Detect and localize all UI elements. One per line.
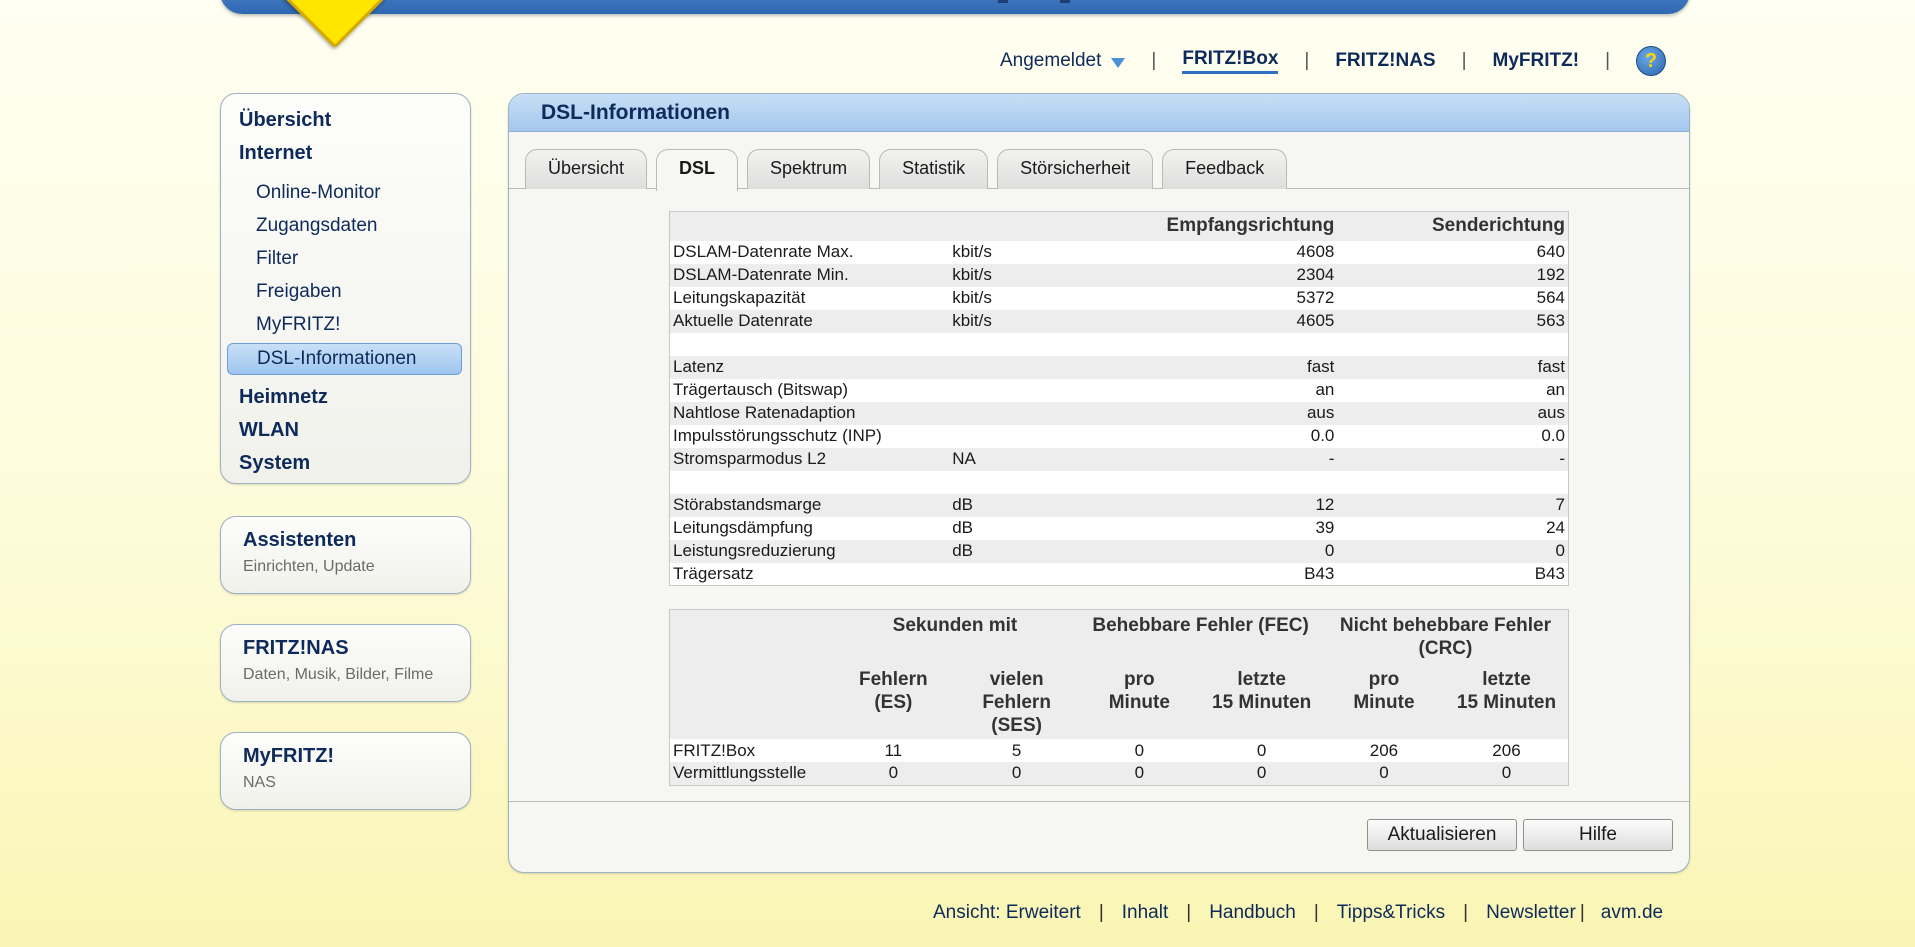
table-spacer-row xyxy=(670,471,1569,494)
header-es xyxy=(832,662,955,739)
row-down: aus xyxy=(1306,403,1335,422)
main-panel xyxy=(508,93,1690,873)
card-title: Assistenten xyxy=(243,529,357,551)
row-up: - xyxy=(1559,449,1565,468)
banner-mark xyxy=(1060,0,1070,3)
row-fec-15: 0 xyxy=(1256,763,1267,783)
row-name: Leitungsdämpfung xyxy=(673,518,813,537)
row-up: 192 xyxy=(1536,265,1565,284)
row-up: 0 xyxy=(1555,541,1565,560)
row-name: Leistungsreduzierung xyxy=(673,541,836,560)
separator: | xyxy=(1463,902,1469,923)
table-row xyxy=(670,264,1569,287)
fritznas-card[interactable] xyxy=(220,624,471,702)
sidebar-item-zugangsdaten[interactable]: Zugangsdaten xyxy=(256,215,378,236)
row-up: 563 xyxy=(1536,311,1565,330)
row-down: 12 xyxy=(1315,495,1335,514)
footer-avm-link[interactable]: avm.de xyxy=(1600,902,1664,923)
table-row xyxy=(670,739,1569,762)
header-name xyxy=(670,212,950,241)
sidebar-item-online-monitor[interactable]: Online-Monitor xyxy=(256,182,381,203)
top-navigation xyxy=(1000,46,1666,76)
separator: | xyxy=(1313,902,1319,923)
help-button[interactable]: Hilfe xyxy=(1523,819,1673,851)
help-icon[interactable]: ? xyxy=(1636,46,1666,76)
row-name: DSLAM-Datenrate Min. xyxy=(673,265,849,284)
row-down: an xyxy=(1315,380,1335,399)
row-crc-15: 206 xyxy=(1492,740,1521,760)
table-row xyxy=(670,287,1569,310)
row-crc-min: 0 xyxy=(1379,763,1389,783)
row-unit xyxy=(949,379,1106,402)
triangle-down-icon xyxy=(1111,58,1125,68)
tab-stoersicherheit[interactable]: Störsicherheit xyxy=(997,149,1153,189)
sidebar-item-uebersicht[interactable]: Übersicht xyxy=(239,109,332,131)
row-name: DSLAM-Datenrate Max. xyxy=(673,242,854,261)
row-fec-min: 0 xyxy=(1134,763,1145,783)
row-ses: 5 xyxy=(1011,740,1022,760)
header-ses-line1: vielen xyxy=(989,669,1044,690)
row-name: Störabstandsmarge xyxy=(673,495,822,514)
sidebar-item-freigaben[interactable]: Freigaben xyxy=(256,281,342,302)
tab-bar xyxy=(525,149,1287,191)
separator: | xyxy=(1186,902,1192,923)
row-crc-min: 206 xyxy=(1369,740,1399,760)
row-unit: NA xyxy=(952,449,976,468)
login-menu[interactable] xyxy=(1000,50,1125,72)
row-unit xyxy=(949,356,1106,379)
footer-handbuch-link[interactable]: Handbuch xyxy=(1209,902,1296,923)
table-row xyxy=(670,356,1569,379)
assistenten-card[interactable] xyxy=(220,516,471,594)
row-name: Aktuelle Datenrate xyxy=(673,311,813,330)
card-subtitle: NAS xyxy=(243,774,276,791)
nav-myfritz-link[interactable]: MyFRITZ! xyxy=(1492,50,1580,71)
row-unit xyxy=(949,425,1106,448)
separator: | xyxy=(1304,50,1310,71)
header-crc-15-line1: letzte xyxy=(1482,669,1531,690)
separator: | xyxy=(1098,902,1104,923)
header-fec-min-line2: Minute xyxy=(1108,692,1170,713)
card-subtitle: Daten, Musik, Bilder, Filme xyxy=(243,666,434,683)
row-down: 4605 xyxy=(1296,311,1335,330)
separator: | xyxy=(1151,50,1157,71)
header-up: Senderichtung xyxy=(1431,215,1565,237)
header-fec-min-line1: pro xyxy=(1124,669,1155,690)
row-up: 0.0 xyxy=(1541,426,1565,445)
card-title: MyFRITZ! xyxy=(243,745,335,767)
error-sub-header xyxy=(670,662,1569,739)
row-down: 0 xyxy=(1324,541,1335,560)
header-unit xyxy=(949,212,1106,241)
row-down: 4608 xyxy=(1296,242,1335,261)
row-unit: kbit/s xyxy=(952,311,992,330)
header-fec-15-line2: 15 Minuten xyxy=(1212,692,1312,713)
header-crc-15 xyxy=(1445,662,1569,739)
header-down: Empfangsrichtung xyxy=(1166,215,1335,237)
row-name: Trägertausch (Bitswap) xyxy=(673,380,849,399)
footer-view-link[interactable]: Ansicht: Erweitert xyxy=(933,902,1081,923)
table-row xyxy=(670,425,1569,448)
table-row xyxy=(670,241,1569,264)
footer-links xyxy=(933,902,1663,924)
error-group-header xyxy=(670,610,1569,663)
sidebar-item-myfritz[interactable]: MyFRITZ! xyxy=(256,314,341,335)
row-unit: dB xyxy=(952,541,973,560)
header-ses-line2: Fehlern xyxy=(982,692,1051,713)
refresh-button[interactable]: Aktualisieren xyxy=(1367,819,1517,851)
row-down: fast xyxy=(1306,357,1335,376)
sidebar-item-internet[interactable]: Internet xyxy=(239,142,313,164)
header-crc-line1: Nicht behebbare Fehler xyxy=(1339,615,1552,636)
header-fec-15-line1: letzte xyxy=(1237,669,1286,690)
row-name: Impulsstörungsschutz (INP) xyxy=(673,426,882,445)
row-down: 0.0 xyxy=(1310,426,1335,445)
header-crc xyxy=(1323,610,1569,663)
row-name: Vermittlungsstelle xyxy=(673,763,807,783)
header-es-line2: (ES) xyxy=(874,692,913,713)
header-fec-15 xyxy=(1200,662,1322,739)
row-down: 5372 xyxy=(1296,288,1335,307)
header-fec-min xyxy=(1078,662,1200,739)
row-unit: dB xyxy=(952,495,973,514)
myfritz-card[interactable] xyxy=(220,732,471,810)
row-unit: kbit/s xyxy=(952,242,992,261)
header-blank xyxy=(670,610,832,663)
header-crc-min-line2: Minute xyxy=(1353,692,1415,713)
header-crc-min xyxy=(1323,662,1445,739)
table-row xyxy=(670,494,1569,517)
row-crc-15: 0 xyxy=(1501,763,1512,783)
row-name: Latenz xyxy=(673,357,725,376)
row-name: FRITZ!Box xyxy=(673,740,756,760)
table-row xyxy=(670,540,1569,563)
sidebar-menu xyxy=(220,93,471,484)
header-crc-line2: (CRC) xyxy=(1418,638,1473,659)
tab-spektrum[interactable]: Spektrum xyxy=(747,149,870,189)
header-fec: Behebbare Fehler (FEC) xyxy=(1092,615,1309,636)
card-title: FRITZ!NAS xyxy=(243,637,349,659)
header-blank xyxy=(670,662,832,739)
tab-feedback[interactable]: Feedback xyxy=(1162,149,1287,189)
page-title: DSL-Informationen xyxy=(509,94,1689,132)
footer-newsletter-link[interactable]: Newsletter xyxy=(1486,902,1576,923)
tab-uebersicht[interactable]: Übersicht xyxy=(525,149,647,189)
separator: | xyxy=(1579,902,1585,923)
row-unit xyxy=(949,563,1106,586)
row-es: 0 xyxy=(888,763,899,783)
row-up: aus xyxy=(1537,403,1565,422)
table-spacer-row xyxy=(670,333,1569,356)
table-row xyxy=(670,448,1569,471)
sidebar-item-filter[interactable]: Filter xyxy=(256,248,299,269)
row-name: Stromsparmodus L2 xyxy=(673,449,827,468)
table-row xyxy=(670,563,1569,586)
header-crc-15-line2: 15 Minuten xyxy=(1456,692,1557,713)
header-crc-min-line1: pro xyxy=(1368,669,1400,690)
row-unit: dB xyxy=(952,518,973,537)
table-row xyxy=(670,402,1569,425)
table-row xyxy=(670,379,1569,402)
sidebar-item-wlan[interactable]: WLAN xyxy=(239,419,299,441)
table-row xyxy=(670,310,1569,333)
header-es-line1: Fehlern xyxy=(859,669,928,690)
row-fec-15: 0 xyxy=(1256,740,1267,760)
table-row xyxy=(670,517,1569,540)
table-row xyxy=(670,762,1569,785)
row-fec-min: 0 xyxy=(1134,740,1145,760)
dsl-info-table xyxy=(669,211,1569,586)
row-name: Nahtlose Ratenadaption xyxy=(673,403,856,422)
row-name: Trägersatz xyxy=(673,563,754,583)
header-ses xyxy=(955,662,1078,739)
sidebar-item-dsl-informationen[interactable]: DSL-Informationen xyxy=(227,343,462,375)
sidebar-item-system[interactable]: System xyxy=(239,452,311,474)
row-down: 2304 xyxy=(1296,265,1335,284)
separator: | xyxy=(1461,50,1467,71)
row-down: B43 xyxy=(1304,563,1335,583)
row-up: 564 xyxy=(1536,288,1565,307)
nav-fritzbox-link[interactable]: FRITZ!Box xyxy=(1182,48,1278,74)
row-up: 24 xyxy=(1546,518,1565,537)
row-unit: kbit/s xyxy=(952,265,992,284)
row-es: 11 xyxy=(884,740,903,760)
banner-mark xyxy=(998,0,1008,3)
row-up: 7 xyxy=(1555,495,1565,514)
top-banner xyxy=(220,0,1690,14)
sidebar-item-heimnetz[interactable]: Heimnetz xyxy=(239,386,328,408)
footer-tipps-link[interactable]: Tipps&Tricks xyxy=(1336,902,1446,923)
row-ses: 0 xyxy=(1011,763,1022,783)
row-up: fast xyxy=(1537,357,1565,376)
error-stats-table xyxy=(669,609,1569,786)
separator: | xyxy=(1605,50,1611,71)
table-header-row xyxy=(670,212,1569,241)
fritz-logo-icon[interactable] xyxy=(278,0,391,49)
login-label: Angemeldet xyxy=(1000,50,1102,71)
row-down: 39 xyxy=(1315,518,1335,537)
row-down: - xyxy=(1328,449,1335,468)
row-unit xyxy=(949,402,1106,425)
row-up: an xyxy=(1546,380,1565,399)
row-unit: kbit/s xyxy=(952,288,992,307)
row-up: B43 xyxy=(1534,563,1565,583)
row-name: Leitungskapazität xyxy=(673,288,806,307)
nav-fritznas-link[interactable]: FRITZ!NAS xyxy=(1335,50,1436,71)
tab-statistik[interactable]: Statistik xyxy=(879,149,988,189)
card-subtitle: Einrichten, Update xyxy=(243,558,375,575)
panel-footer-divider xyxy=(509,801,1689,802)
tab-dsl[interactable]: DSL xyxy=(656,149,738,191)
row-up: 640 xyxy=(1536,242,1565,261)
header-seconds: Sekunden mit xyxy=(892,615,1018,636)
header-ses-line3: (SES) xyxy=(991,715,1042,736)
footer-inhalt-link[interactable]: Inhalt xyxy=(1121,902,1169,923)
